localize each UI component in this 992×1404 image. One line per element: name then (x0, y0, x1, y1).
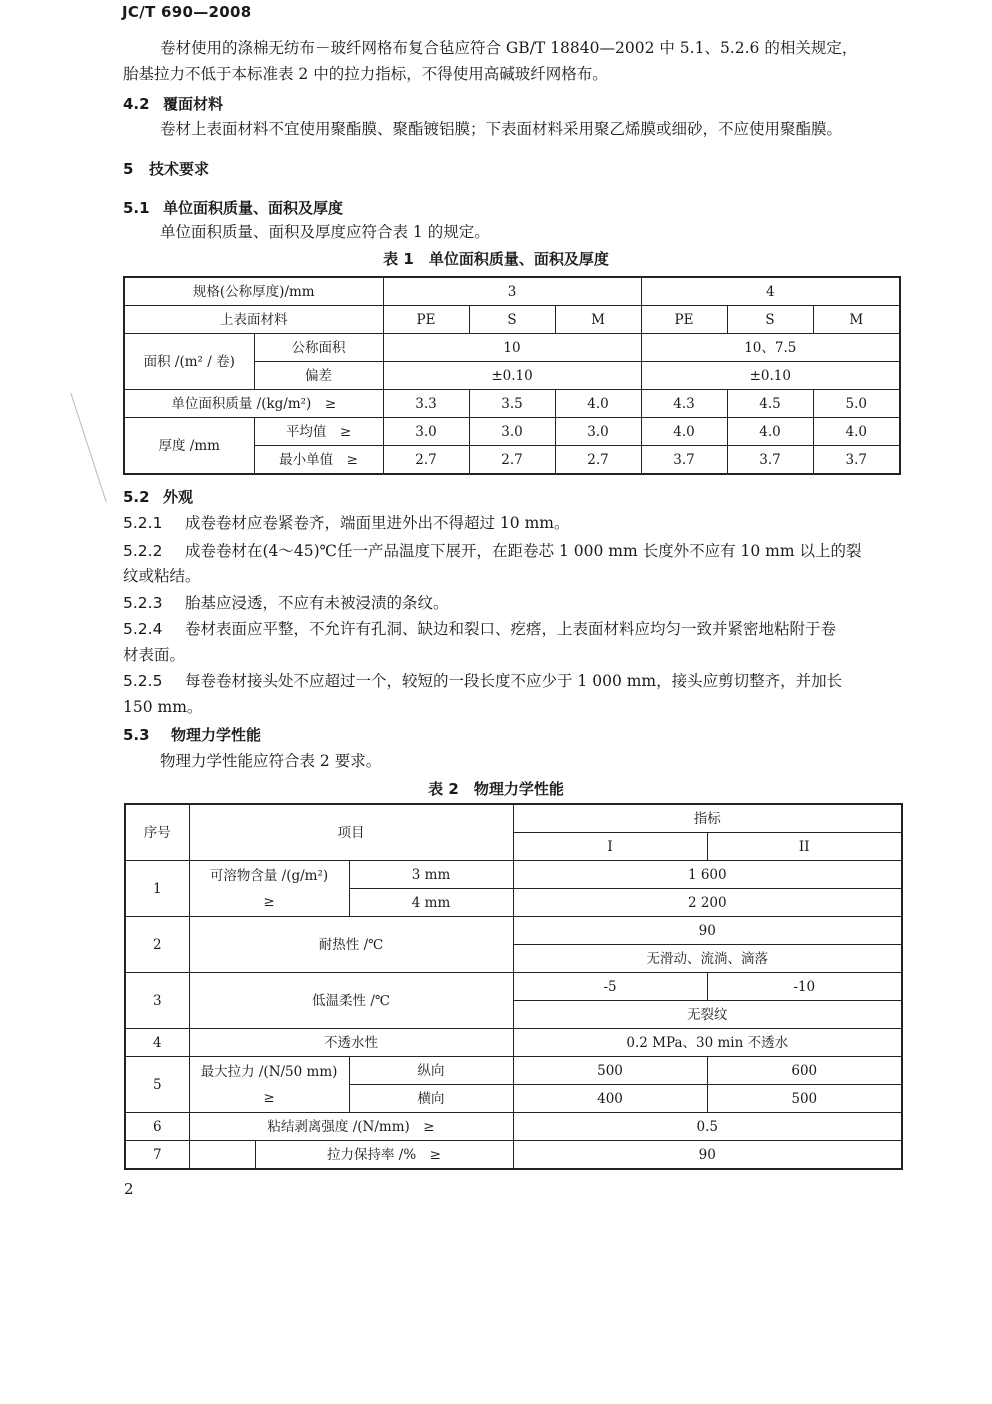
spec-3: 3 (383, 277, 641, 306)
item-text: 卷材表面应平整，不允许有孔洞、缺边和裂口、疙瘩，上表面材料应均匀一致并紧密地粘附于卷 (185, 620, 837, 638)
low-temp-flex-label: 低温柔性 /℃ (189, 973, 513, 1029)
intro-line-1: 卷材使用的涤棉无纺布－玻纤网格布复合毡应符合 GB/T 18840—2002 中 5.1、5.2.6 的相关规定， (160, 39, 858, 57)
section-5-3-heading (123, 724, 261, 745)
section-number: 5.1 (123, 199, 150, 217)
min-label: 最小单值 ≥ (254, 446, 383, 475)
surface-label: 上表面材料 (124, 306, 383, 334)
min-cell: 3.7 (727, 446, 813, 475)
col-index-header: 指标 (513, 804, 902, 833)
section-title: 外观 (163, 488, 194, 506)
sub-label: 横向 (349, 1085, 513, 1113)
table-row (125, 1113, 902, 1141)
table-row (125, 917, 902, 945)
deviation-4: ±0.10 (641, 362, 900, 390)
col-II-header: II (707, 833, 902, 861)
col-item-header: 项目 (189, 804, 513, 861)
item-5-2-2 (123, 540, 861, 562)
section-title: 单位面积质量、面积及厚度 (163, 199, 344, 217)
item-number: 5.2.3 (123, 594, 163, 612)
item-text: 每卷卷材接头处不应超过一个，较短的一段长度不应少于 1 000 mm，接头应剪切整齐，并加长 (185, 672, 843, 690)
table-row (124, 277, 900, 306)
surface-cell: M (555, 306, 641, 334)
min-cell: 3.7 (641, 446, 727, 475)
item-5-2-5 (123, 670, 842, 692)
row-number: 3 (125, 973, 189, 1029)
value-cell: 0.5 (513, 1113, 902, 1141)
max-tensile-label (189, 1057, 349, 1113)
section-number: 5.3 (123, 726, 150, 744)
section-title: 技术要求 (149, 160, 210, 178)
item-number: 5.2.5 (123, 672, 163, 690)
row-number: 4 (125, 1029, 189, 1057)
value-cell: 无裂纹 (513, 1001, 902, 1029)
nominal-4: 10、7.5 (641, 334, 900, 362)
avg-label: 平均值 ≥ (254, 418, 383, 446)
scan-mark (70, 393, 106, 503)
standard-code: JC/T 690—2008 (122, 3, 252, 21)
surface-cell: M (813, 306, 900, 334)
item-number: 5.2.4 (123, 620, 163, 638)
value-cell: 90 (513, 1141, 902, 1170)
label-line: ≥ (263, 1089, 275, 1106)
avg-cell: 4.0 (641, 418, 727, 446)
avg-cell: 3.0 (469, 418, 555, 446)
table-row (125, 804, 902, 833)
label-line: ≥ (263, 893, 275, 910)
section-5-1-text: 单位面积质量、面积及厚度应符合表 1 的规定。 (160, 223, 490, 241)
value-cell: 500 (513, 1057, 707, 1085)
section-5-1-heading (123, 197, 343, 218)
col-no-header: 序号 (125, 804, 189, 861)
item-text: 胎基应浸透，不应有未被浸渍的条纹。 (185, 594, 449, 612)
item-5-2-1 (123, 512, 569, 534)
item-5-2-3 (123, 592, 449, 614)
table-1 (123, 276, 901, 475)
value-cell: 1 600 (513, 861, 902, 889)
sub-label: 4 mm (349, 889, 513, 917)
min-cell: 3.7 (813, 446, 900, 475)
mass-cell: 3.5 (469, 390, 555, 418)
section-title: 覆面材料 (163, 95, 224, 113)
value-cell: 400 (513, 1085, 707, 1113)
section-number: 5.2 (123, 488, 150, 506)
section-number: 5 (123, 160, 134, 178)
col-I-header: I (513, 833, 707, 861)
peel-strength-label: 粘结剥离强度 /(N/mm) ≥ (189, 1113, 513, 1141)
table-row (125, 973, 902, 1001)
min-cell: 2.7 (383, 446, 469, 475)
section-5-3-text: 物理力学性能应符合表 2 要求。 (160, 752, 382, 770)
label-line: 可溶物含量 /(g/m²) (209, 867, 329, 884)
thickness-label: 厚度 /mm (124, 418, 254, 475)
table-row (125, 1029, 902, 1057)
heat-resistance-label: 耐热性 /℃ (189, 917, 513, 973)
value-cell: 2 200 (513, 889, 902, 917)
section-4-2-text: 卷材上表面材料不宜使用聚酯膜、聚酯镀铝膜；下表面材料采用聚乙烯膜或细砂，不应使用聚酯膜。 (160, 120, 843, 138)
value-cell: 无滑动、流淌、滴落 (513, 945, 902, 973)
nominal-3: 10 (383, 334, 641, 362)
empty-cell (189, 1141, 255, 1170)
value-cell: -5 (513, 973, 707, 1001)
spec-label: 规格(公称厚度)/mm (124, 277, 383, 306)
item-5-2-4 (123, 618, 836, 640)
mass-cell: 4.0 (555, 390, 641, 418)
section-4-2-heading (123, 93, 223, 114)
section-number: 4.2 (123, 95, 150, 113)
item-5-2-5-cont: 150 mm。 (123, 698, 203, 716)
value-cell: 90 (513, 917, 902, 945)
value-cell: 0.2 MPa、30 min 不透水 (513, 1029, 902, 1057)
value-cell: 600 (707, 1057, 902, 1085)
avg-cell: 4.0 (813, 418, 900, 446)
surface-cell: S (469, 306, 555, 334)
mass-cell: 3.3 (383, 390, 469, 418)
row-number: 6 (125, 1113, 189, 1141)
surface-cell: PE (641, 306, 727, 334)
section-title: 物理力学性能 (171, 726, 262, 744)
avg-cell: 4.0 (727, 418, 813, 446)
min-cell: 2.7 (469, 446, 555, 475)
sub-label: 纵向 (349, 1057, 513, 1085)
row-number: 7 (125, 1141, 189, 1170)
section-5-2-heading (123, 486, 193, 507)
item-number: 5.2.2 (123, 542, 163, 560)
nominal-label: 公称面积 (254, 334, 383, 362)
item-text: 成卷卷材在(4～45)℃任一产品温度下展开，在距卷芯 1 000 mm 长度外不应有 10 mm 以上的裂 (185, 542, 862, 560)
row-number: 1 (125, 861, 189, 917)
item-number: 5.2.1 (123, 514, 163, 532)
deviation-3: ±0.10 (383, 362, 641, 390)
mass-cell: 4.5 (727, 390, 813, 418)
soluble-content-label (189, 861, 349, 917)
surface-cell: PE (383, 306, 469, 334)
avg-cell: 3.0 (555, 418, 641, 446)
table-row (125, 1057, 902, 1085)
area-label: 面积 /(m² / 卷) (124, 334, 254, 390)
row-number: 5 (125, 1057, 189, 1113)
surface-cell: S (727, 306, 813, 334)
impermeability-label: 不透水性 (189, 1029, 513, 1057)
avg-cell: 3.0 (383, 418, 469, 446)
mass-label: 单位面积质量 /(kg/m²) ≥ (124, 390, 383, 418)
mass-cell: 4.3 (641, 390, 727, 418)
row-number: 2 (125, 917, 189, 973)
table-row (124, 334, 900, 362)
table-row (124, 418, 900, 446)
item-text: 成卷卷材应卷紧卷齐，端面里进外出不得超过 10 mm。 (185, 514, 570, 532)
table-2 (124, 803, 903, 1170)
value-cell: 500 (707, 1085, 902, 1113)
min-cell: 2.7 (555, 446, 641, 475)
page-number: 2 (124, 1180, 134, 1198)
sub-label: 3 mm (349, 861, 513, 889)
deviation-label: 偏差 (254, 362, 383, 390)
table-row (125, 861, 902, 889)
label-line: 最大拉力 /(N/50 mm) (200, 1063, 338, 1080)
table-1-caption: 表 1 单位面积质量、面积及厚度 (383, 250, 609, 268)
spec-4: 4 (641, 277, 900, 306)
tensile-retention-label: 拉力保持率 /% ≥ (255, 1141, 513, 1170)
intro-line-2: 胎基拉力不低于本标准表 2 中的拉力指标，不得使用高碱玻纤网格布。 (123, 65, 608, 83)
item-5-2-4-cont: 材表面。 (123, 646, 186, 664)
table-row (125, 1141, 902, 1170)
table-2-caption: 表 2 物理力学性能 (428, 780, 564, 798)
section-5-heading (123, 158, 209, 179)
value-cell: -10 (707, 973, 902, 1001)
table-row (124, 390, 900, 418)
table-row (124, 306, 900, 334)
item-5-2-2-cont: 纹或粘结。 (123, 567, 201, 585)
mass-cell: 5.0 (813, 390, 900, 418)
